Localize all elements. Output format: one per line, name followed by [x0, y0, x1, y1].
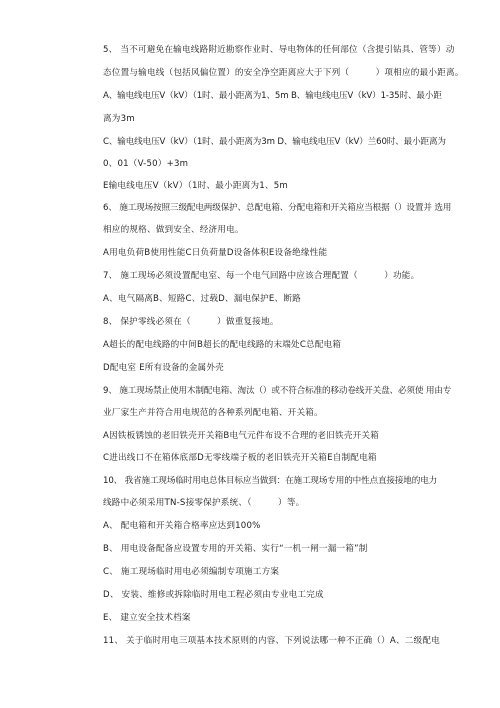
q10-stem-line-2: 线路中必须采用TN-S接零保护系统、（ ）等。: [103, 498, 305, 508]
q8-stem: 8、 保护零线必须在（ ）做重复接地。: [103, 317, 279, 327]
q6-stem-line-1: 6、 施工现场按照三级配电两级保护、总配电箱、分配电箱和开关箱应当根据（）设置并 选用: [103, 203, 452, 213]
q5-options-ab-line-2: 离为3m: [103, 114, 135, 124]
q8-options-line-2: D配电室 E所有设备的金属外壳: [103, 363, 224, 373]
q5-options-cd-line-2: 0、01（V-50）+3m: [103, 159, 189, 169]
q6-stem-line-2: 相应的规格、做到安全、经济用电。: [103, 225, 244, 235]
q5-options-ab-line-1: A、输电线电压V（kV）（1时、最小距离为1、5m B、输电线电压V（kV）1-35时、最小距: [103, 91, 442, 101]
q5-options-cd-line-1: C、输电线电压V（kV）（1时、最小距离为3m D、输电线电压V（kV）兰60时、最小距离为: [103, 137, 446, 147]
q5-stem-line-1: 5、 当不可避免在输电线路附近勘察作业时、导电物体的任何部位（含提引钻具、管等）动: [103, 45, 455, 55]
q7-options: A、电气隔离B、短路C、过载D、漏电保护E、断路: [103, 294, 301, 304]
q11-stem: 11、 关于临时用电三项基本技术原则的内容、下列说法哪一种不正确（）A、二级配电: [103, 636, 440, 646]
q5-stem-line-2: 态位置与输电线（包括风偏位置）的安全净空距离应大于下列（ ）项相应的最小距离。: [103, 68, 464, 78]
q6-options: A用电负荷B使用性能C日负荷量D设备体积E设备绝缘性能: [103, 248, 328, 258]
q9-options-line-2: C进出线口不在箱体底部D无零线端子板的老旧铁壳开关箱E自制配电箱: [103, 453, 377, 463]
q8-options-line-1: A超长的配电线路的中间B超长的配电线路的末端处C总配电箱: [103, 340, 342, 350]
q9-stem-line-2: 业厂家生产并符合用电规范的各种系列配电箱、开关箱。: [103, 408, 323, 418]
q10-option-a: A、 配电箱和开关箱合格率应达到100%: [103, 521, 261, 531]
q10-stem-line-1: 10、 我省施工现场临时用电总体目标应当做到：在施工现场专用的中性点直接接地的电力: [103, 476, 438, 486]
q10-option-c: C、 施工现场临时用电必须编制专项施工方案: [103, 567, 280, 577]
q10-option-e: E、 建立安全技术档案: [103, 613, 191, 623]
q9-options-line-1: A因铁板锈蚀的老旧铁壳开关箱B电气元件布设不合理的老旧铁壳开关箱: [103, 431, 379, 441]
q5-option-e: E输电线电压V（kV）（1时、最小距离为1、5m: [103, 181, 288, 191]
q10-option-d: D、 安装、维修或拆除临时用电工程必须由专业电工完成: [103, 590, 324, 600]
q10-option-b: B、 用电设备配备应设置专用的开关箱、实行“一机一闸一漏一箱”制: [103, 544, 368, 554]
q7-stem: 7、 施工现场必须设置配电室、每一个电气回路中应该合理配置（ ）功能。: [103, 271, 420, 281]
q9-stem-line-1: 9、 施工现场禁止使用木制配电箱、淘汰（）或不符合标准的移动卷线开关盘、必须使 用由专: [103, 386, 452, 396]
